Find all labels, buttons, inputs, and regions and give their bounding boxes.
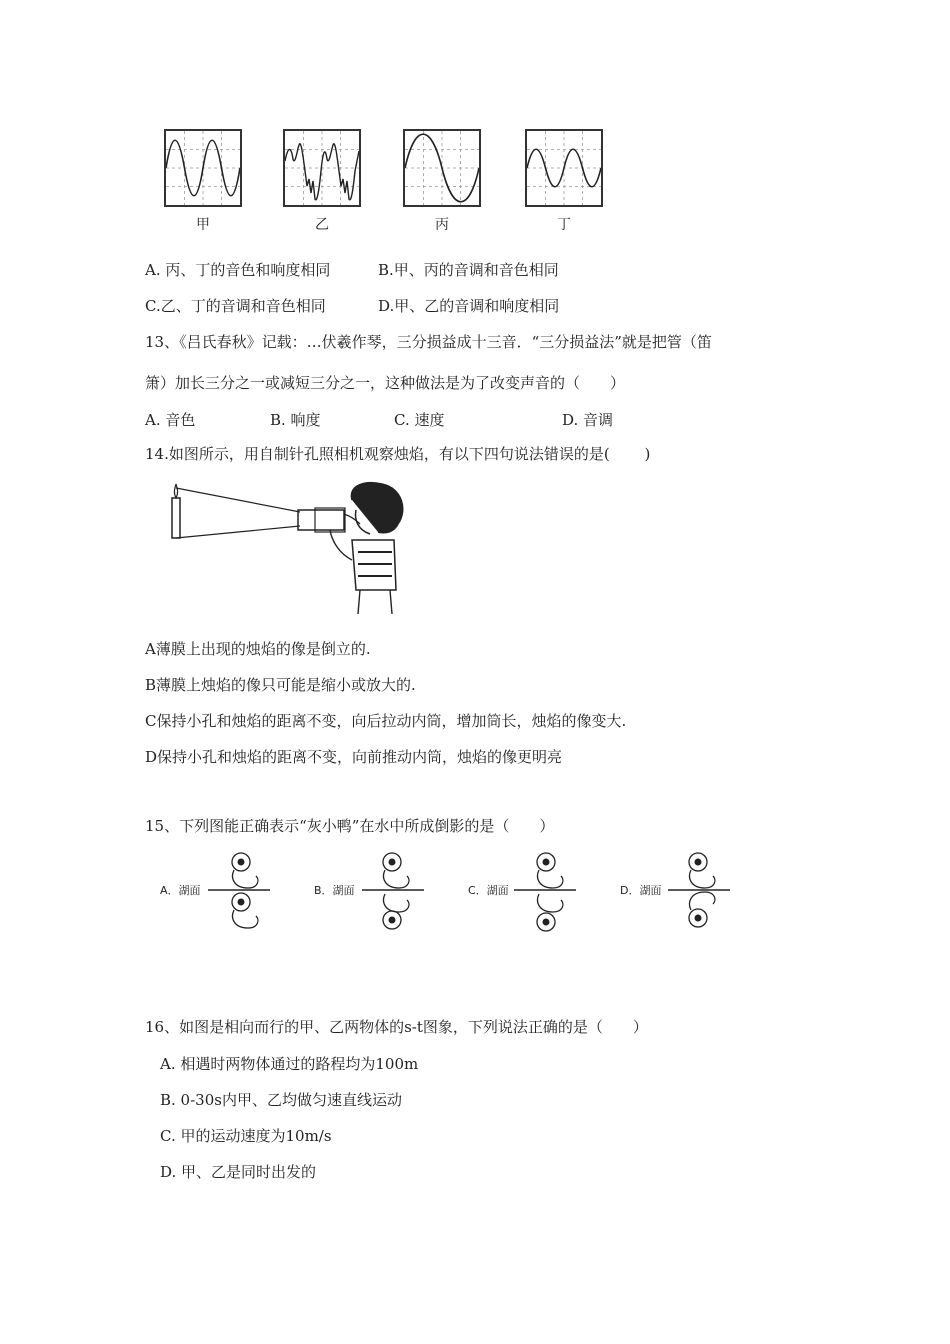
q16-option-a: A. 相遇时两物体通过的路程均为100m xyxy=(160,1055,419,1073)
duck-option-d-figure xyxy=(668,850,730,934)
q13-option-c: C. 速度 xyxy=(394,411,445,429)
q15-stem: 15、下列图能正确表示“灰小鸭”在水中所成倒影的是（ ） xyxy=(145,817,555,835)
duck-option-label: B．湖面 xyxy=(314,884,355,897)
waveform-label: 丙 xyxy=(435,217,449,233)
waveform-bing xyxy=(403,129,481,207)
q12-option-c: C.乙、丁的音调和音色相同 xyxy=(145,297,326,315)
q13-option-a: A. 音色 xyxy=(145,411,196,429)
pinhole-camera-figure xyxy=(160,480,420,620)
duck-option-label: D．湖面 xyxy=(620,884,662,897)
waveform-label: 甲 xyxy=(196,217,210,233)
q14-stem: 14.如图所示，用自制针孔照相机观察烛焰，有以下四句说法错误的是( ) xyxy=(145,445,651,463)
q14-option-c: C保持小孔和烛焰的距离不变，向后拉动内筒，增加筒长，烛焰的像变大. xyxy=(145,712,627,730)
waveform-jia-graph xyxy=(166,131,240,205)
q12-option-b: B.甲、丙的音调和音色相同 xyxy=(378,261,559,279)
q14-option-d: D保持小孔和烛焰的距离不变，向前推动内筒，烛焰的像更明亮 xyxy=(145,748,563,766)
q16-option-c: C. 甲的运动速度为10m/s xyxy=(160,1127,332,1145)
waveform-label: 乙 xyxy=(315,217,329,233)
q13-stem-line2: 箫）加长三分之一或减短三分之一，这种做法是为了改变声音的（ ） xyxy=(145,374,626,392)
q13-option-d: D. 音调 xyxy=(562,411,614,429)
duck-option-a-figure xyxy=(208,850,270,934)
duck-option-b-figure xyxy=(362,850,424,934)
waveform-ding xyxy=(525,129,603,207)
waveform-bing-graph xyxy=(405,131,479,205)
q12-option-d: D.甲、乙的音调和响度相同 xyxy=(378,297,560,315)
q13-stem-line1: 13、《吕氏春秋》记载：…伏羲作琴，三分损益成十三音．“三分损益法”就是把管（笛 xyxy=(145,333,712,351)
duck-option-label: C．湖面 xyxy=(468,884,509,897)
waveform-ding-graph xyxy=(527,131,601,205)
q16-option-b: B. 0-30s内甲、乙均做匀速直线运动 xyxy=(160,1091,402,1109)
q16-option-d: D. 甲、乙是同时出发的 xyxy=(160,1163,317,1181)
duck-option-c-figure xyxy=(514,850,576,934)
q14-option-a: A薄膜上出现的烛焰的像是倒立的. xyxy=(145,640,371,658)
q13-option-b: B. 响度 xyxy=(270,411,321,429)
q12-option-a: A. 丙、丁的音色和响度相同 xyxy=(145,261,331,279)
waveform-yi xyxy=(283,129,361,207)
waveform-yi-graph xyxy=(285,131,359,205)
waveform-jia xyxy=(164,129,242,207)
q16-stem: 16、如图是相向而行的甲、乙两物体的s-t图象，下列说法正确的是（ ） xyxy=(145,1018,648,1036)
q14-option-b: B薄膜上烛焰的像只可能是缩小或放大的. xyxy=(145,676,416,694)
waveform-label: 丁 xyxy=(557,217,571,233)
duck-option-label: A．湖面 xyxy=(160,884,201,897)
